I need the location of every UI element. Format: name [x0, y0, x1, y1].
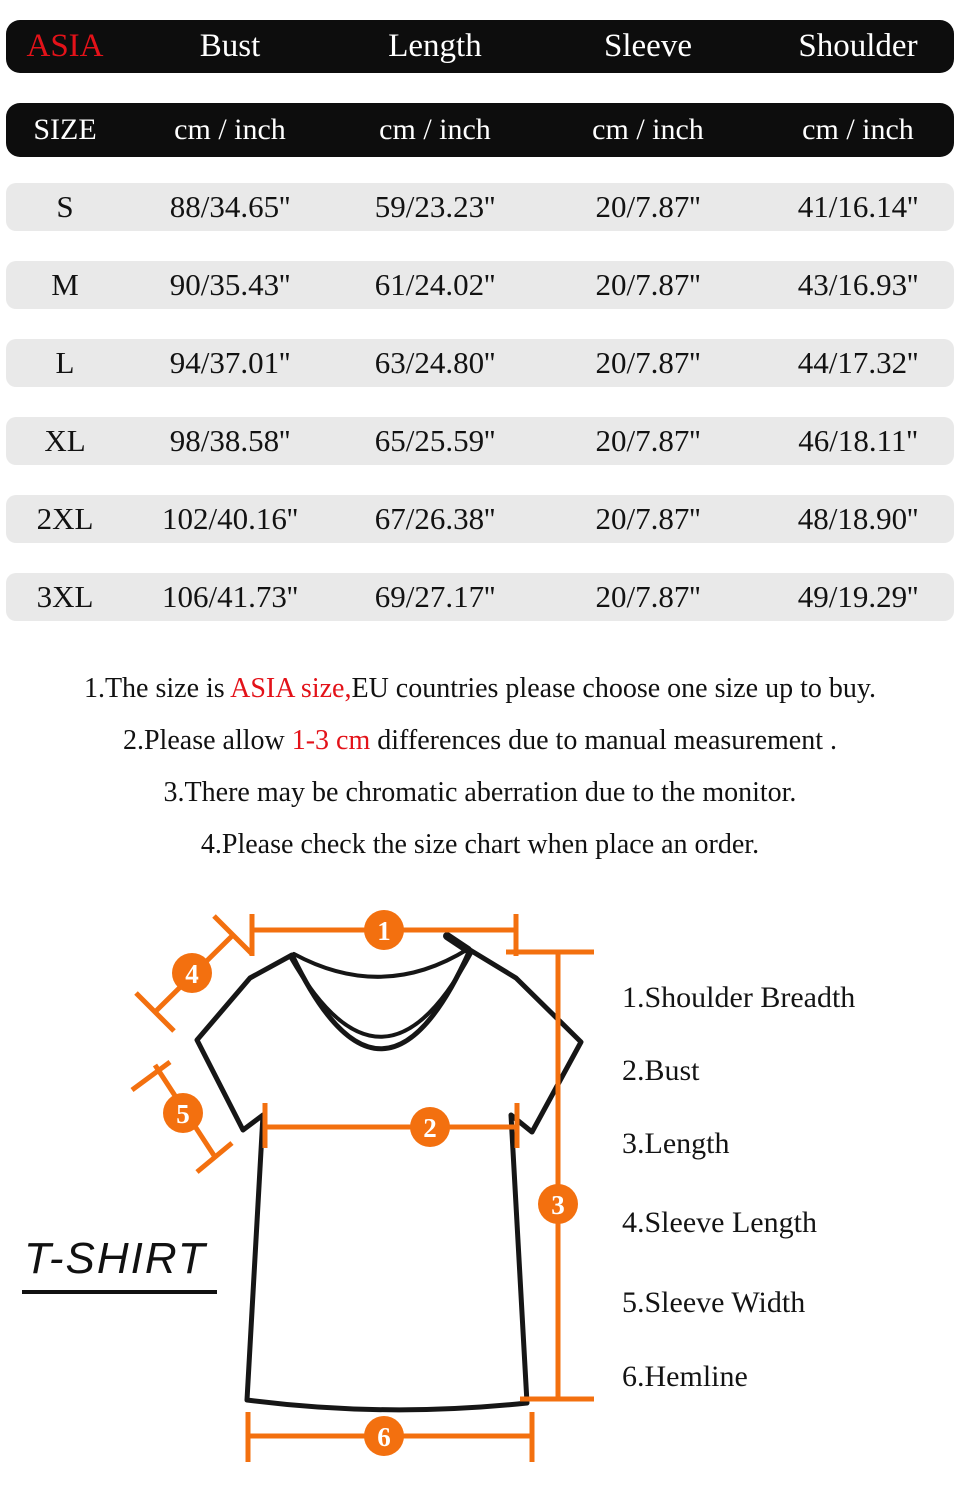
note-text: 3.There may be chromatic aberration due to the monitor.	[163, 777, 797, 808]
note-text: EU countries please choose one size up to buy.	[351, 673, 877, 704]
cell-bust: 98/38.58''	[169, 423, 291, 458]
legend-item-length: 3.Length	[622, 1127, 730, 1160]
tshirt-body-path	[197, 950, 581, 1410]
cell-bust: 90/35.43''	[169, 267, 291, 302]
cell-sleeve: 20/7.87''	[595, 501, 701, 536]
cell-length: 67/26.38''	[374, 501, 496, 536]
note-line-3	[0, 767, 960, 819]
cell-length: 65/25.59''	[374, 423, 496, 458]
note-text: 4.Please check the size chart when place an order.	[200, 829, 760, 860]
subheader-cell-unit: cm / inch	[379, 113, 491, 146]
note-line-4	[0, 819, 960, 871]
header-cell-bust: Bust	[199, 28, 261, 64]
legend-item-bust: 2.Bust	[622, 1054, 700, 1087]
table-row-m	[6, 261, 954, 309]
subheader-cell-size: SIZE	[33, 113, 97, 146]
cell-sleeve: 20/7.87''	[595, 579, 701, 614]
legend-item-sleeve-length: 4.Sleeve Length	[622, 1206, 817, 1239]
callout-number-2: 2	[423, 1113, 437, 1143]
note-highlight: 1-3 cm	[291, 725, 371, 756]
cell-bust: 94/37.01''	[169, 345, 291, 380]
legend-item-shoulder-breadth: 1.Shoulder Breadth	[622, 981, 856, 1014]
header-cell-sleeve: Sleeve	[604, 28, 692, 64]
callout-number-4: 4	[185, 959, 199, 989]
cell-size: M	[51, 267, 79, 302]
table-row-3xl	[6, 573, 954, 621]
callout-number-5: 5	[176, 1099, 190, 1129]
note-line-1	[0, 663, 960, 715]
cell-bust: 88/34.65''	[169, 189, 291, 224]
callout-number-6: 6	[377, 1422, 391, 1452]
garment-label: T-SHIRT	[22, 1234, 217, 1294]
cell-length: 63/24.80''	[374, 345, 496, 380]
note-text: 2.Please allow	[122, 725, 292, 756]
cell-bust: 106/41.73''	[161, 579, 299, 614]
legend-item-hemline: 6.Hemline	[622, 1360, 748, 1393]
note-text: differences due to manual measurement .	[370, 725, 838, 756]
cell-shoulder: 46/18.11''	[798, 423, 918, 458]
cell-size: S	[56, 189, 74, 224]
subheader-cell-unit: cm / inch	[802, 113, 914, 146]
tshirt-outline	[197, 936, 581, 1410]
cell-bust: 102/40.16''	[161, 501, 299, 536]
cell-sleeve: 20/7.87''	[595, 345, 701, 380]
table-subheader-row	[6, 103, 954, 157]
legend-item-sleeve-width: 5.Sleeve Width	[622, 1286, 806, 1319]
note-line-2	[0, 715, 960, 767]
cell-shoulder: 43/16.93''	[797, 267, 919, 302]
cell-length: 69/27.17''	[374, 579, 496, 614]
cell-sleeve: 20/7.87''	[595, 267, 701, 302]
cell-size: XL	[44, 423, 86, 458]
cell-length: 61/24.02''	[374, 267, 496, 302]
cell-shoulder: 48/18.90''	[797, 501, 919, 536]
table-row-xl	[6, 417, 954, 465]
callout-number-1: 1	[377, 916, 391, 946]
callout-number-3: 3	[551, 1190, 565, 1220]
cell-shoulder: 49/19.29''	[797, 579, 919, 614]
subheader-cell-unit: cm / inch	[174, 113, 286, 146]
cell-shoulder: 44/17.32''	[797, 345, 919, 380]
cell-sleeve: 20/7.87''	[595, 189, 701, 224]
cell-size: 2XL	[36, 501, 94, 536]
table-row-s	[6, 183, 954, 231]
header-cell-shoulder: Shoulder	[798, 28, 918, 64]
table-header-row	[6, 20, 954, 73]
header-cell-asia: ASIA	[26, 28, 104, 64]
cell-shoulder: 41/16.14''	[797, 189, 919, 224]
cell-size: L	[55, 345, 75, 380]
note-text: 1.The size is	[83, 673, 231, 704]
subheader-cell-unit: cm / inch	[592, 113, 704, 146]
collar-back-arc	[294, 949, 468, 977]
table-row-2xl	[6, 495, 954, 543]
note-highlight: ASIA size,	[230, 673, 352, 704]
header-cell-length: Length	[388, 28, 482, 64]
cell-length: 59/23.23''	[374, 189, 496, 224]
notes-block	[0, 663, 960, 871]
cell-size: 3XL	[36, 579, 94, 614]
cell-sleeve: 20/7.87''	[595, 423, 701, 458]
collar-right-notch	[447, 936, 468, 950]
table-row-l	[6, 339, 954, 387]
